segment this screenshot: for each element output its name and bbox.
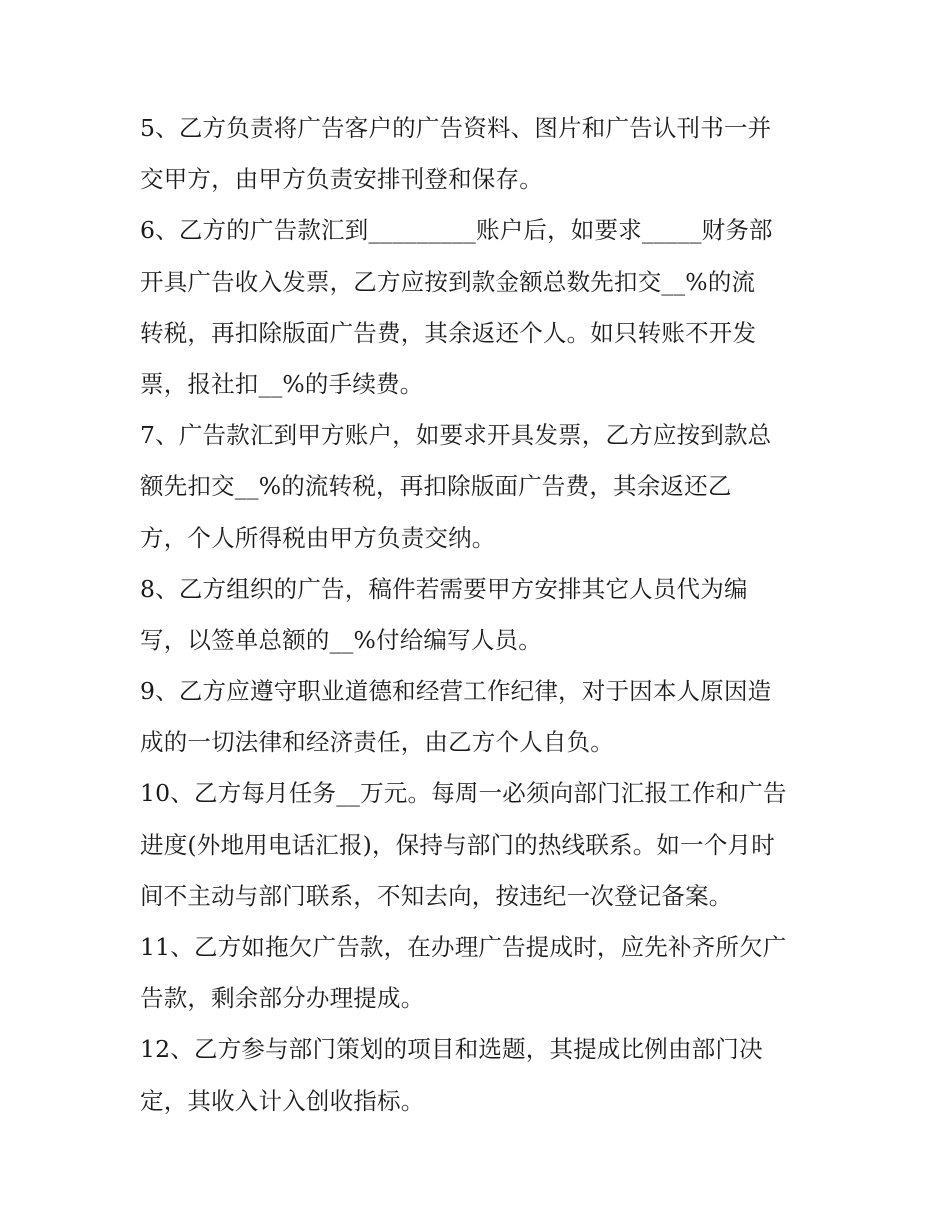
- clause-6-line-1: 6、乙方的广告款汇到_________账户后，如要求_____财务部: [140, 216, 773, 245]
- clause-10-line-3: 间不主动与部门联系，不知去向，按违纪一次登记备案。: [140, 881, 733, 910]
- clause-8-line-1: 8、乙方组织的广告，稿件若需要甲方安排其它人员代为编: [140, 574, 748, 603]
- clause-7-line-3: 方，个人所得税由甲方负责交纳。: [140, 523, 496, 552]
- clause-11-line-2: 告款，剩余部分办理提成。: [140, 984, 425, 1013]
- clause-10-line-2: 进度(外地用电话汇报)，保持与部门的热线联系。如一个月时: [140, 830, 775, 859]
- clause-6-line-3: 转税，再扣除版面广告费，其余返还个人。如只转账不开发: [140, 318, 757, 347]
- clause-6-line-2: 开具广告收入发票，乙方应按到款金额总数先扣交__%的流: [140, 267, 756, 296]
- clause-12-line-2: 定，其收入计入创收指标。: [140, 1086, 425, 1115]
- clause-9-line-2: 成的一切法律和经济责任，由乙方个人自负。: [140, 728, 614, 757]
- clause-8-line-2: 写，以签单总额的__%付给编写人员。: [140, 625, 542, 654]
- clause-5-line-1: 5、乙方负责将广告客户的广告资料、图片和广告认刊书一并: [140, 114, 772, 142]
- contract-clauses: [140, 103, 830, 1127]
- clause-9-line-1: 9、乙方应遵守职业道德和经营工作纪律，对于因本人原因造: [140, 677, 772, 706]
- clause-10-line-1: 10、乙方每月任务__万元。每周一必须向部门汇报工作和广告: [140, 779, 787, 808]
- clause-11-line-1: 11、乙方如拖欠广告款，在办理广告提成时，应先补齐所欠广: [140, 933, 787, 961]
- clause-6-line-4: 票，报社扣__%的手续费。: [140, 369, 424, 398]
- clause-5-line-2: 交甲方，由甲方负责安排刊登和保存。: [140, 165, 543, 194]
- clause-7-line-1: 7、广告款汇到甲方账户，如要求开具发票，乙方应按到款总: [140, 421, 772, 450]
- clause-12-line-1: 12、乙方参与部门策划的项目和选题，其提成比例由部门决: [140, 1035, 763, 1064]
- clause-7-line-2: 额先扣交__%的流转税，再扣除版面广告费，其余返还乙: [140, 472, 732, 501]
